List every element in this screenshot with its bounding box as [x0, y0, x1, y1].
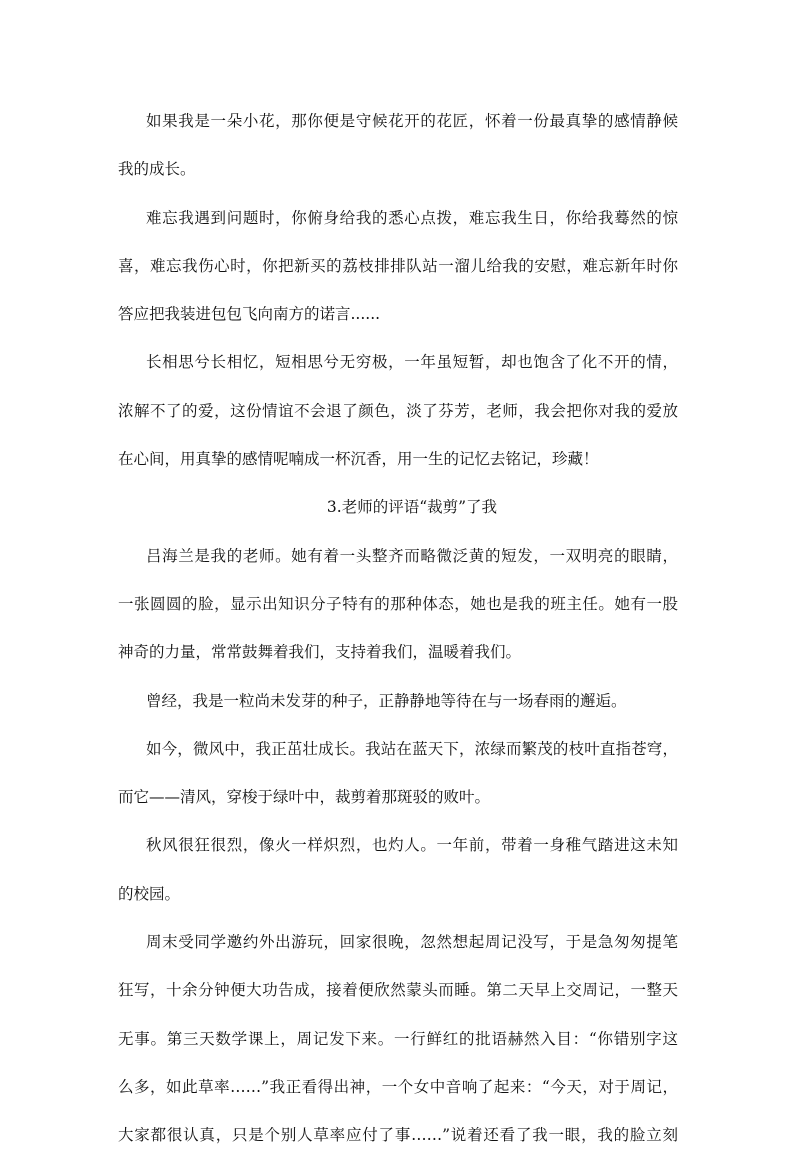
text-line: 如今，微风中，我正茁壮成长。我站在蓝天下，浓绿而繁茂的枝叶直指苍穹， [146, 739, 678, 758]
paragraph-2 [118, 194, 678, 339]
text-line: 我的成长。 [118, 160, 196, 179]
paragraph-7 [118, 821, 678, 918]
paragraph-1 [118, 97, 678, 194]
paragraph-3 [118, 338, 678, 483]
text-line: 狂写，十余分钟便大功告成，接着便欣然蒙头而睡。第二天早上交周记，一整天 [118, 981, 678, 1000]
section-heading: 3.老师的评语“裁剪”了我 [326, 498, 498, 517]
text-line: 浓解不了的爱，这份情谊不会退了颜色，淡了芬芳，老师，我会把你对我的爱放 [118, 401, 678, 420]
text-line: 难忘我遇到问题时，你俯身给我的悉心点拨，难忘我生日，你给我蓦然的惊 [146, 208, 678, 227]
text-line: 在心间，用真挚的感情呢喃成一杯沉香，用一生的记忆去铭记，珍藏！ [118, 450, 599, 469]
paragraph-5 [118, 677, 678, 725]
document-page [118, 97, 678, 1160]
text-line: 吕海兰是我的老师。她有着一头整齐而略微泛黄的短发，一双明亮的眼睛， [146, 546, 678, 565]
text-line: 大家都很认真，只是个别人草率应付了事……”说着还看了我一眼，我的脸立刻 [118, 1126, 678, 1145]
text-line: 喜，难忘我伤心时，你把新买的荔枝排排队站一溜儿给我的安慰，难忘新年时你 [118, 256, 678, 275]
paragraph-4 [118, 532, 678, 677]
text-line: 答应把我装进包包飞向南方的诺言...... [118, 305, 381, 324]
text-line: 神奇的力量，常常鼓舞着我们，支持着我们，温暖着我们。 [118, 643, 522, 662]
text-line: 的校园。 [118, 884, 181, 903]
text-line: 一张圆圆的脸，显示出知识分子特有的那种体态，她也是我的班主任。她有一股 [118, 594, 678, 613]
paragraph-6 [118, 725, 678, 822]
text-line: 周末受同学邀约外出游玩，回家很晚，忽然想起周记没写，于是急匆匆提笔 [146, 933, 678, 952]
text-line: 曾经，我是一粒尚未发芽的种子，正静静地等待在与一场春雨的邂逅。 [146, 691, 627, 710]
text-line: 而它——清风，穿梭于绿叶中，裁剪着那斑驳的败叶。 [118, 788, 491, 807]
text-line: 秋风很狂很烈，像火一样炽烈，也灼人。一年前，带着一身稚气踏进这未知 [146, 836, 678, 855]
text-line: 无事。第三天数学课上，周记发下来。一行鲜红的批语赫然入目：“你错别字这 [118, 1029, 678, 1048]
text-line: 长相思兮长相忆，短相思兮无穷极，一年虽短暂，却也饱含了化不开的情， [146, 353, 678, 372]
paragraph-8 [118, 918, 678, 1159]
text-line: 么多，如此草率……”我正看得出神，一个女中音响了起来：“今天，对于周记， [118, 1077, 678, 1096]
text-line: 如果我是一朵小花，那你便是守候花开的花匠，怀着一份最真挚的感情静候 [146, 112, 678, 130]
